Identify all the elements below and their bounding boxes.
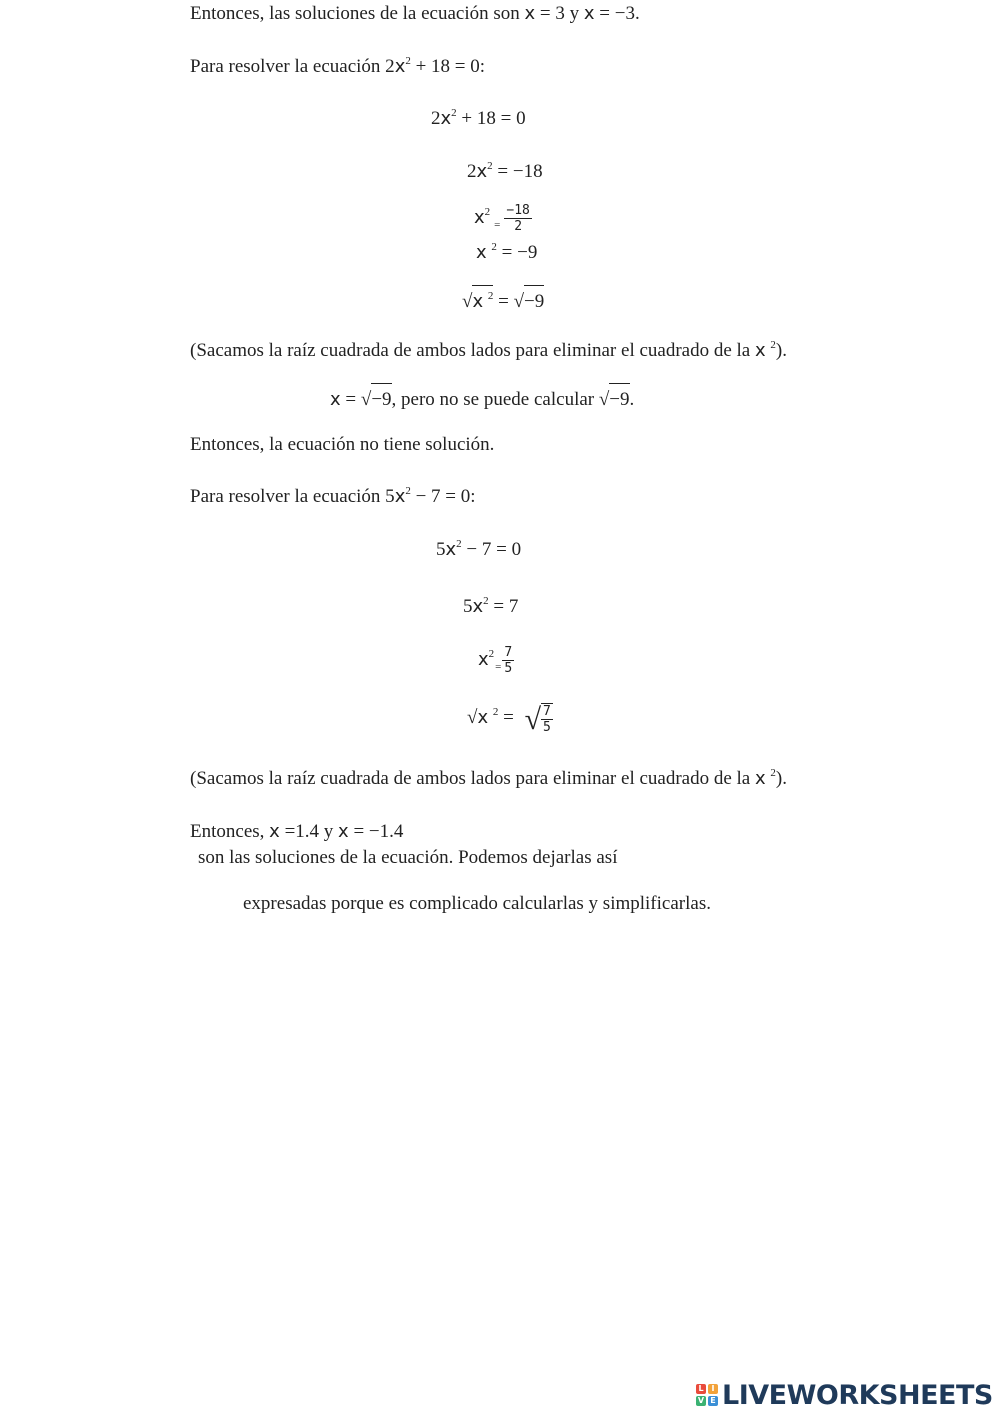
- problem-2-intro: Para resolver la ecuación $2x^2 + 18 = 0$:: [190, 55, 486, 77]
- equation-step-5: √x $^2$ = √−9: [462, 290, 545, 312]
- fraction-neg18-over-2: $\frac{-18}{2}$: [506, 203, 530, 235]
- equation-step-4: x $^2$ = −9: [476, 241, 538, 263]
- explanation-note-1: (Sacamos la raíz cuadrada de ambos lados para eliminar el cuadrado de la x $^2$).: [190, 339, 787, 361]
- conclusion-line-3: expresadas porque es complicado calcularlas y simplificarlas.: [243, 893, 711, 914]
- problem-3-intro: Para resolver la ecuación $5x^2 - 7 = 0$:: [190, 485, 476, 507]
- equation-step-6: $5x^2 - 7 = 0$: [436, 538, 522, 560]
- equation-step-2: $2x^2 = -18$: [467, 160, 543, 182]
- conclusion-no-solution: Entonces, la ecuación no tiene solución.: [190, 434, 495, 455]
- equation-step-8: $x^2_=$ $\frac{7}{5}$: [478, 645, 513, 677]
- conclusion-line-2: son las soluciones de la ecuación. Podemos dejarlas así: [198, 847, 618, 868]
- equation-step-1: $2x^2 + 18 = 0$: [431, 107, 526, 129]
- explanation-note-2: (Sacamos la raíz cuadrada de ambos lados para eliminar el cuadrado de la x $^2$).: [190, 767, 787, 789]
- logo-text: LIVEWORKSHEETS: [722, 1379, 993, 1411]
- equation-no-solution: x = √−9, pero no se puede calcular √−9.: [330, 389, 635, 410]
- equation-step-3: $x^2_=$ $\frac{-18}{2}$: [474, 203, 530, 235]
- fraction-7-over-5-radicand: $\frac{7}{5}$: [543, 703, 551, 735]
- liveworksheets-logo: [696, 1380, 993, 1410]
- solutions-line-1: Entonces, las soluciones de la ecuación son x = 3 y x = −3.: [190, 3, 640, 24]
- equation-step-7: $5x^2 = 7$: [463, 595, 519, 617]
- fraction-7-over-5: $\frac{7}{5}$: [504, 645, 513, 677]
- logo-mark-icon: L I V E: [696, 1384, 718, 1406]
- conclusion-solutions: Entonces, x =1.4 y x = −1.4: [190, 821, 404, 842]
- equation-step-9: √x $^2$ = √ $\frac{7}{5}$: [467, 703, 551, 736]
